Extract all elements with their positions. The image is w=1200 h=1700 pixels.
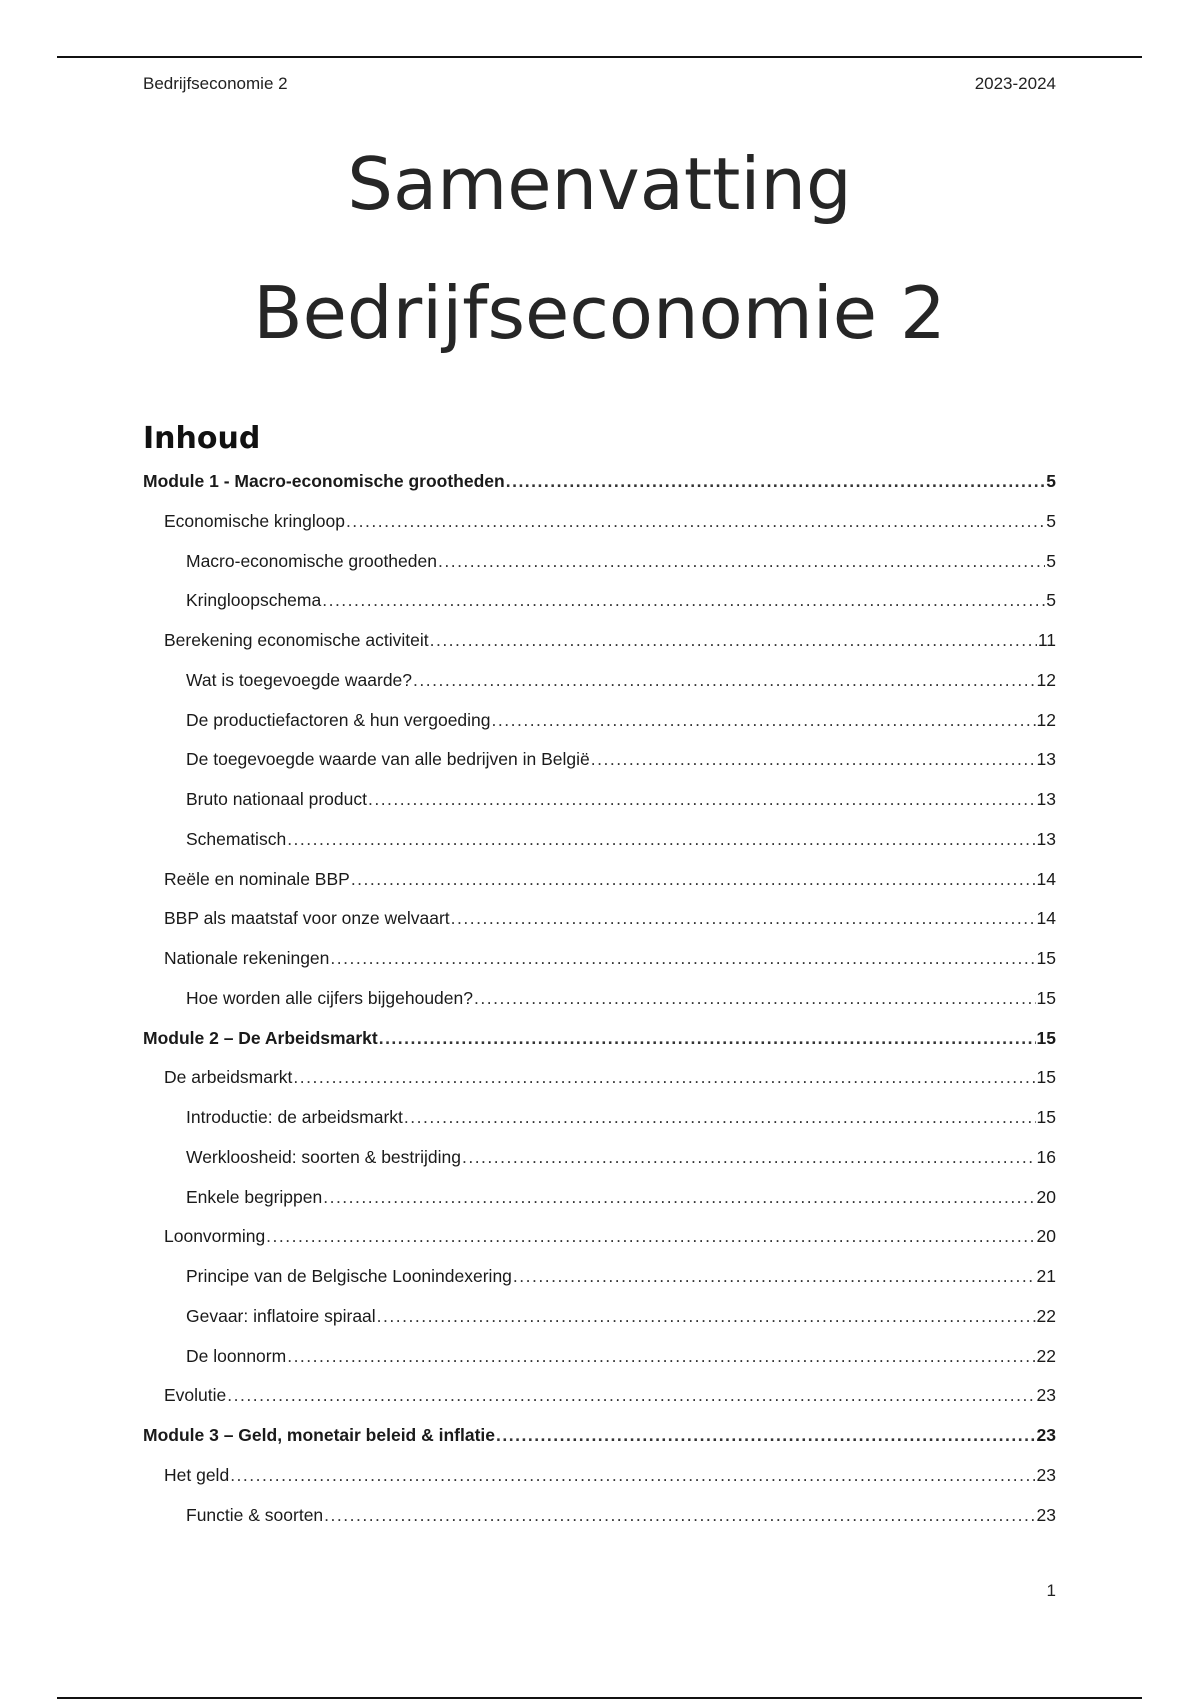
toc-entry[interactable] xyxy=(143,1226,1056,1266)
toc-entry[interactable] xyxy=(143,1465,1056,1505)
toc-entry-label: De loonnorm xyxy=(186,1345,287,1366)
document-title-line-1: Samenvatting xyxy=(347,142,852,226)
toc-entry[interactable] xyxy=(143,1346,1056,1386)
toc-entry-label: Bruto nationaal product xyxy=(186,789,367,809)
toc-dot-leader xyxy=(438,551,1045,572)
toc-dot-leader xyxy=(591,749,1036,770)
toc-entry-label: Macro-economische grootheden xyxy=(186,550,437,571)
toc-entry-page: 15 xyxy=(1036,1107,1056,1127)
toc-entry-page: 11 xyxy=(1037,630,1056,650)
header-rule xyxy=(57,56,1142,58)
toc-dot-leader xyxy=(404,1107,1036,1128)
toc-entry-page: 13 xyxy=(1036,789,1056,809)
toc-entry[interactable] xyxy=(143,789,1056,829)
header-course-title: Bedrijfseconomie 2 xyxy=(143,74,288,93)
toc-entry-page: 14 xyxy=(1036,868,1056,889)
toc-entry[interactable] xyxy=(143,1187,1056,1227)
toc-entry-label: De toegevoegde waarde van alle bedrijven in België xyxy=(186,749,590,770)
toc-entry[interactable] xyxy=(143,471,1056,511)
toc-entry[interactable] xyxy=(143,670,1056,710)
toc-entry-label: Werkloosheid: soorten & bestrijding xyxy=(186,1146,461,1167)
toc-entry-label: Module 2 – De Arbeidsmarkt xyxy=(143,1027,378,1048)
toc-entry-label: Evolutie xyxy=(164,1385,227,1406)
toc-dot-leader xyxy=(287,1346,1035,1367)
toc-entry-label: Schematisch xyxy=(186,828,287,849)
toc-dot-leader xyxy=(377,1306,1036,1327)
toc-entry[interactable] xyxy=(143,1067,1056,1107)
footer-rule xyxy=(57,1697,1142,1699)
toc-entry-label: De arbeidsmarkt xyxy=(164,1067,293,1088)
toc-entry[interactable] xyxy=(143,630,1056,670)
toc-dot-leader xyxy=(293,1067,1035,1088)
header-academic-year: 2023-2024 xyxy=(974,74,1056,93)
document-title-line-2: Bedrijfseconomie 2 xyxy=(253,271,946,355)
toc-dot-leader xyxy=(346,511,1045,532)
toc-entry-page: 20 xyxy=(1036,1186,1056,1207)
toc-entry-page: 23 xyxy=(1036,1464,1056,1485)
toc-entry-page: 5 xyxy=(1046,510,1056,531)
toc-entry-page: 23 xyxy=(1036,1425,1056,1445)
toc-entry-label: Nationale rekeningen xyxy=(164,948,330,968)
toc-dot-leader xyxy=(227,1385,1035,1406)
toc-entry-label: Berekening economische activiteit xyxy=(164,630,429,650)
toc-dot-leader xyxy=(492,710,1036,731)
toc-entry-page: 20 xyxy=(1036,1226,1056,1247)
toc-entry[interactable] xyxy=(143,948,1056,988)
toc-entry-page: 15 xyxy=(1036,948,1056,968)
toc-dot-leader xyxy=(287,829,1035,850)
toc-entry[interactable] xyxy=(143,1107,1056,1147)
toc-entry-label: Functie & soorten xyxy=(186,1504,324,1525)
toc-entry-page: 14 xyxy=(1036,908,1056,929)
toc-entry-label: Kringloopschema xyxy=(186,590,322,611)
toc-entry-label: De productiefactoren & hun vergoeding xyxy=(186,709,491,730)
toc-entry-label: Gevaar: inflatoire spiraal xyxy=(186,1305,376,1326)
toc-entry-label: Wat is toegevoegde waarde? xyxy=(186,669,413,690)
toc-dot-leader xyxy=(230,1465,1035,1486)
toc-entry-page: 16 xyxy=(1036,1146,1056,1167)
toc-dot-leader xyxy=(330,948,1035,969)
toc-entry-page: 12 xyxy=(1036,709,1056,730)
toc-entry-page: 23 xyxy=(1036,1504,1056,1525)
toc-entry[interactable] xyxy=(143,1306,1056,1346)
toc-dot-leader xyxy=(451,908,1036,929)
toc-entry[interactable] xyxy=(143,829,1056,869)
toc-entry-page: 5 xyxy=(1046,590,1056,611)
toc-entry-page: 13 xyxy=(1036,749,1056,770)
toc-entry[interactable] xyxy=(143,551,1056,591)
toc-dot-leader xyxy=(430,630,1037,651)
toc-entry[interactable] xyxy=(143,908,1056,948)
toc-entry-page: 23 xyxy=(1036,1385,1056,1406)
toc-dot-leader xyxy=(379,1028,1036,1049)
toc-entry[interactable] xyxy=(143,511,1056,551)
toc-entry-page: 5 xyxy=(1046,550,1056,571)
toc-entry[interactable] xyxy=(143,869,1056,909)
toc-entry-label: Hoe worden alle cijfers bijgehouden? xyxy=(186,987,473,1008)
toc-dot-leader xyxy=(351,869,1036,890)
toc-entry[interactable] xyxy=(143,1266,1056,1306)
toc-entry-page: 15 xyxy=(1036,1067,1056,1088)
toc-entry[interactable] xyxy=(143,710,1056,750)
toc-entry-page: 13 xyxy=(1036,828,1056,849)
toc-dot-leader xyxy=(496,1425,1036,1446)
toc-entry-label: BBP als maatstaf voor onze welvaart xyxy=(164,908,450,929)
toc-entry-page: 22 xyxy=(1036,1345,1056,1366)
toc-entry[interactable] xyxy=(143,1425,1056,1465)
toc-entry[interactable] xyxy=(143,1385,1056,1425)
toc-entry-label: Module 3 – Geld, monetair beleid & inflatie xyxy=(143,1425,496,1445)
toc-entry-page: 15 xyxy=(1036,987,1056,1008)
page-number: 1 xyxy=(1046,1581,1056,1600)
toc-dot-leader xyxy=(322,590,1045,611)
toc-entry-page: 22 xyxy=(1036,1305,1056,1326)
toc-dot-leader xyxy=(368,789,1036,810)
toc-entry-page: 21 xyxy=(1036,1266,1056,1286)
toc-entry-label: Reële en nominale BBP xyxy=(164,868,350,889)
toc-dot-leader xyxy=(323,1187,1035,1208)
toc-heading: Inhoud xyxy=(143,421,261,456)
toc-entry-label: Loonvorming xyxy=(164,1226,266,1247)
toc-entry[interactable] xyxy=(143,1147,1056,1187)
page-header xyxy=(143,72,1056,96)
toc-entry[interactable] xyxy=(143,1505,1056,1545)
toc-entry-page: 12 xyxy=(1036,669,1056,690)
toc-entry[interactable] xyxy=(143,988,1056,1028)
toc-entry[interactable] xyxy=(143,1028,1056,1068)
toc-dot-leader xyxy=(474,988,1036,1009)
toc-entry-page: 15 xyxy=(1036,1027,1056,1048)
table-of-contents xyxy=(143,471,1056,1544)
toc-dot-leader xyxy=(324,1505,1035,1526)
toc-entry[interactable] xyxy=(143,749,1056,789)
toc-entry-label: Het geld xyxy=(164,1464,230,1485)
toc-dot-leader xyxy=(506,471,1046,492)
toc-entry-label: Economische kringloop xyxy=(164,510,345,531)
toc-entry-label: Enkele begrippen xyxy=(186,1186,323,1207)
toc-entry-label: Module 1 - Macro-economische grootheden xyxy=(143,471,505,491)
toc-dot-leader xyxy=(266,1226,1035,1247)
toc-entry-page: 5 xyxy=(1046,471,1056,491)
toc-entry[interactable] xyxy=(143,590,1056,630)
toc-dot-leader xyxy=(513,1266,1036,1287)
toc-entry-label: Principe van de Belgische Loonindexering xyxy=(186,1266,512,1286)
toc-dot-leader xyxy=(413,670,1036,691)
toc-dot-leader xyxy=(462,1147,1036,1168)
toc-entry-label: Introductie: de arbeidsmarkt xyxy=(186,1107,403,1127)
